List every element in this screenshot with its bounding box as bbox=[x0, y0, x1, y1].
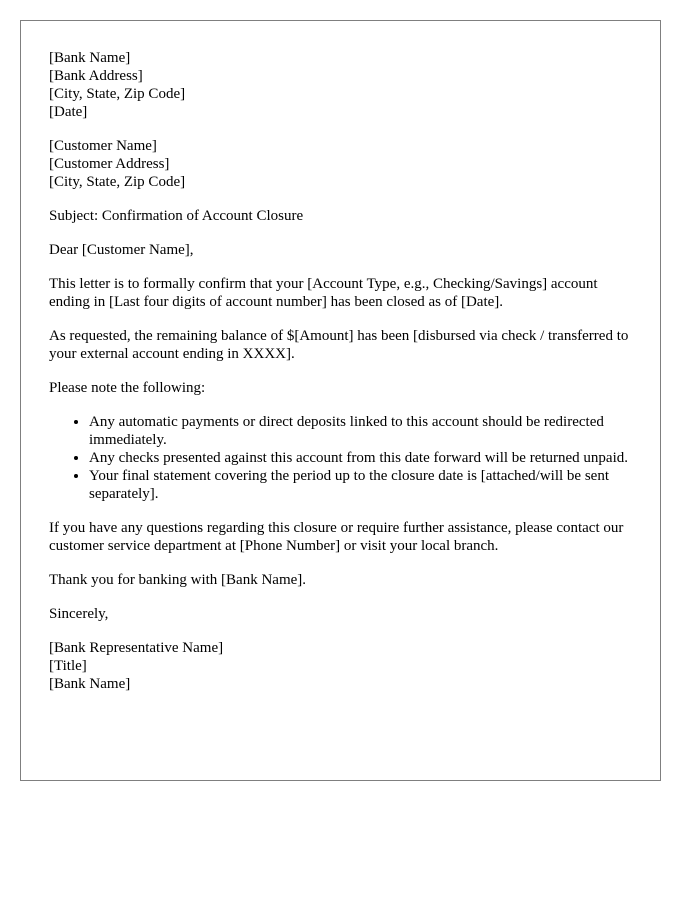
salutation: Dear [Customer Name], bbox=[49, 242, 194, 258]
list-item: • Any checks presented against this account from this date forward will be returned unpaid. bbox=[89, 449, 632, 467]
sender-bank-name: [Bank Name] bbox=[49, 50, 131, 66]
representative-name: [Bank Representative Name] bbox=[49, 640, 224, 656]
thanks-paragraph: Thank you for banking with [Bank Name]. bbox=[49, 572, 307, 588]
sender-address-block bbox=[49, 49, 632, 121]
letter-page bbox=[20, 20, 661, 781]
recipient-city-state-zip: [City, State, Zip Code] bbox=[49, 174, 186, 190]
sender-city-state-zip: [City, State, Zip Code] bbox=[49, 86, 186, 102]
sender-bank-address: [Bank Address] bbox=[49, 68, 143, 84]
subject-line: Subject: Confirmation of Account Closure bbox=[49, 208, 304, 224]
recipient-address: [Customer Address] bbox=[49, 156, 170, 172]
list-item: • Your final statement covering the period up to the closure date is [attached/will be sent separately]. bbox=[89, 467, 632, 503]
questions-paragraph: If you have any questions regarding this closure or require further assistance, please contact our customer service department at [Phone Number] or visit your local branch. bbox=[49, 520, 624, 554]
letter-date: [Date] bbox=[49, 104, 88, 120]
confirmation-paragraph: This letter is to formally confirm that your [Account Type, e.g., Checking/Savings] account ending in [Last four digits of account number] has been closed as of [Date]. bbox=[49, 276, 598, 310]
signoff: Sincerely, bbox=[49, 606, 109, 622]
notes-list bbox=[49, 413, 632, 503]
representative-title: [Title] bbox=[49, 658, 87, 674]
note-intro: Please note the following: bbox=[49, 380, 206, 396]
recipient-address-block bbox=[49, 137, 632, 191]
list-item: • Any automatic payments or direct deposits linked to this account should be redirected immediately. bbox=[89, 413, 632, 449]
signature-bank-name: [Bank Name] bbox=[49, 676, 131, 692]
balance-paragraph: As requested, the remaining balance of $[Amount] has been [disbursed via check / transferred to your external account ending in XXXX]. bbox=[49, 328, 629, 362]
signature-block bbox=[49, 639, 632, 693]
recipient-name: [Customer Name] bbox=[49, 138, 157, 154]
